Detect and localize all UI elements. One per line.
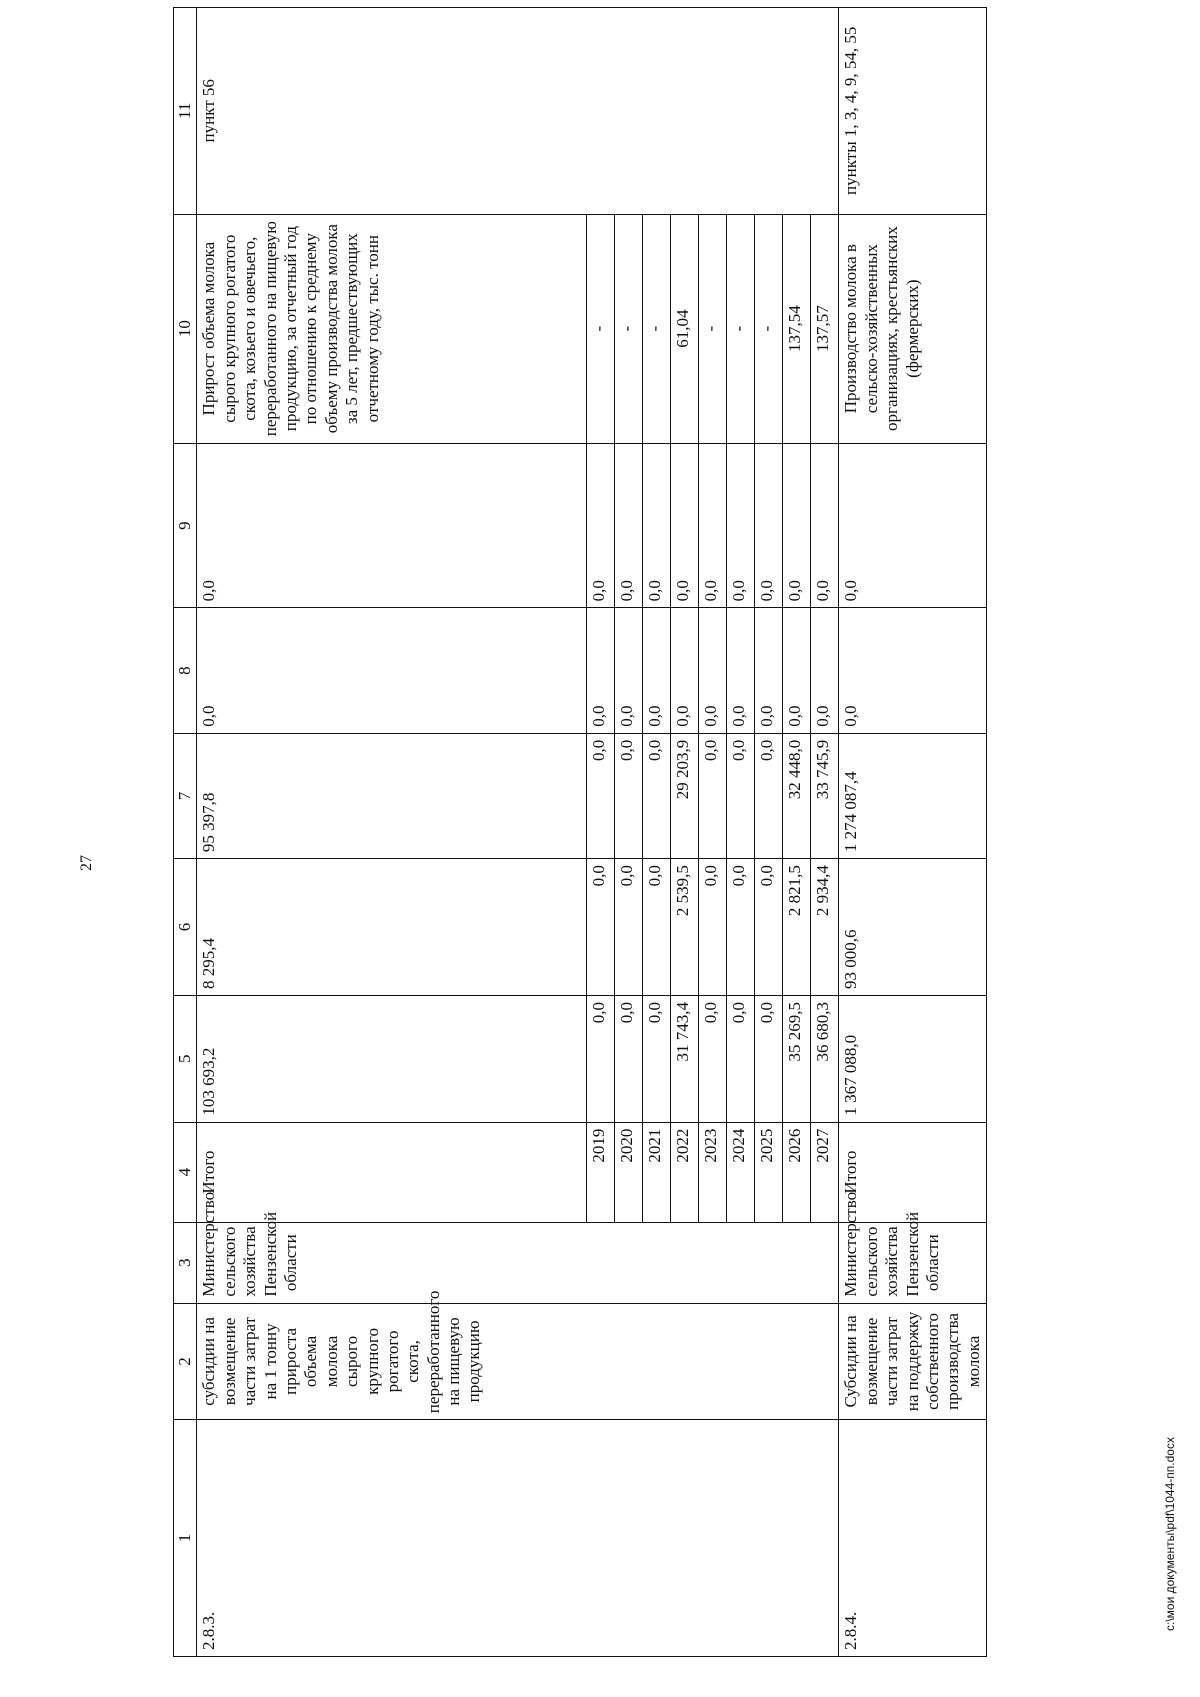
c8-cell: 0,0 [727, 608, 755, 733]
c6-cell: 0,0 [699, 859, 727, 996]
header-cell-9: 9 [174, 443, 197, 608]
c9-cell: 0,0 [699, 443, 727, 608]
reference-text: пункт 56 [197, 8, 839, 215]
c6-cell: 0,0 [643, 859, 671, 996]
c9-cell: 0,0 [671, 443, 699, 608]
c8-cell: 0,0 [671, 608, 699, 733]
year-cell: 2026 [783, 1122, 811, 1222]
c9-cell: 0,0 [643, 443, 671, 608]
c8-cell: 0,0 [587, 608, 615, 733]
year-cell: 2022 [671, 1122, 699, 1222]
c10-cell: - [643, 214, 671, 443]
header-cell-8: 8 [174, 608, 197, 733]
total-c9: 0,0 [839, 443, 987, 608]
total-label: Итого [197, 1122, 587, 1222]
c8-cell: 0,0 [755, 608, 783, 733]
c9-cell: 0,0 [755, 443, 783, 608]
indicator-text: Прирост объема молока сырого крупного рогатого скота, козьего и овечьего, переработанного на пищевую продукцию, за отчетный год по отношению к среднему объему производства молока за 5 лет, предшествующих отчетному году, тыс. тонн [197, 214, 587, 443]
total-c7: 1 274 087,4 [839, 733, 987, 858]
c10-cell: - [727, 214, 755, 443]
total-label: Итого [839, 1122, 987, 1222]
c6-cell: 0,0 [727, 859, 755, 996]
year-cell: 2019 [587, 1122, 615, 1222]
c7-cell: 0,0 [755, 733, 783, 858]
header-cell-7: 7 [174, 733, 197, 858]
total-c5: 103 693,2 [197, 995, 587, 1122]
c7-cell: 0,0 [699, 733, 727, 858]
c10-cell: 137,54 [783, 214, 811, 443]
indicator-text: Производство молока в сельско-хозяйственных организациях, крестьянских (фермерских) [839, 214, 987, 443]
c10-cell: - [755, 214, 783, 443]
column-numbers-row [174, 8, 197, 1657]
program-table [173, 7, 987, 1657]
c7-cell: 33 745,9 [811, 733, 839, 858]
total-c8: 0,0 [839, 608, 987, 733]
header-cell-5: 5 [174, 995, 197, 1122]
c9-cell: 0,0 [811, 443, 839, 608]
item-name: субсидии на возмещение части затрат на 1 тонну прироста объема молока сырого крупного рогатого скота, переработанного на пищевую продукцию [197, 1303, 839, 1420]
table-row [839, 8, 987, 1657]
year-cell: 2023 [699, 1122, 727, 1222]
reference-text: пункты 1, 3, 4, 9, 54, 55 [839, 8, 987, 215]
c6-cell: 2 934,4 [811, 859, 839, 996]
c6-cell: 2 821,5 [783, 859, 811, 996]
total-c9: 0,0 [197, 443, 587, 608]
header-cell-1: 1 [174, 1420, 197, 1657]
year-cell: 2020 [615, 1122, 643, 1222]
c5-cell: 0,0 [643, 995, 671, 1122]
c5-cell: 0,0 [587, 995, 615, 1122]
c10-cell: - [615, 214, 643, 443]
c10-cell: 137,57 [811, 214, 839, 443]
header-cell-11: 11 [174, 8, 197, 215]
item-executor: Министерство сельского хозяйства Пензенской области [197, 1222, 839, 1303]
c8-cell: 0,0 [643, 608, 671, 733]
c5-cell: 31 743,4 [671, 995, 699, 1122]
table-row [197, 8, 587, 1657]
total-c7: 95 397,8 [197, 733, 587, 858]
year-cell: 2025 [755, 1122, 783, 1222]
c5-cell: 0,0 [755, 995, 783, 1122]
c9-cell: 0,0 [587, 443, 615, 608]
year-cell: 2021 [643, 1122, 671, 1222]
c9-cell: 0,0 [615, 443, 643, 608]
c5-cell: 35 269,5 [783, 995, 811, 1122]
total-c5: 1 367 088,0 [839, 995, 987, 1122]
c7-cell: 0,0 [727, 733, 755, 858]
c6-cell: 0,0 [615, 859, 643, 996]
c6-cell: 0,0 [755, 859, 783, 996]
total-c6: 93 000,6 [839, 859, 987, 996]
c7-cell: 0,0 [615, 733, 643, 858]
c5-cell: 0,0 [727, 995, 755, 1122]
c6-cell: 0,0 [587, 859, 615, 996]
c7-cell: 0,0 [587, 733, 615, 858]
item-name: Субсидии на возмещение части затрат на поддержку собственного производства молока [839, 1303, 987, 1420]
c7-cell: 29 203,9 [671, 733, 699, 858]
c5-cell: 36 680,3 [811, 995, 839, 1122]
header-cell-10: 10 [174, 214, 197, 443]
header-cell-4: 4 [174, 1122, 197, 1222]
header-cell-6: 6 [174, 859, 197, 996]
c5-cell: 0,0 [615, 995, 643, 1122]
c9-cell: 0,0 [727, 443, 755, 608]
year-cell: 2024 [727, 1122, 755, 1222]
item-number: 2.8.3. [197, 1420, 839, 1657]
c7-cell: 32 448,0 [783, 733, 811, 858]
c8-cell: 0,0 [615, 608, 643, 733]
c8-cell: 0,0 [699, 608, 727, 733]
total-c8: 0,0 [197, 608, 587, 733]
footer-file-path: c:\мои документы\pdf\1044-пп.docx [1163, 1437, 1177, 1631]
page-number: 27 [78, 855, 95, 871]
c5-cell: 0,0 [699, 995, 727, 1122]
item-number: 2.8.4. [839, 1420, 987, 1657]
c6-cell: 2 539,5 [671, 859, 699, 996]
c10-cell: - [699, 214, 727, 443]
item-executor: Министерство сельского хозяйства Пензенской области [839, 1222, 987, 1303]
c10-cell: 61,04 [671, 214, 699, 443]
c8-cell: 0,0 [811, 608, 839, 733]
c8-cell: 0,0 [783, 608, 811, 733]
header-cell-2: 2 [174, 1303, 197, 1420]
c7-cell: 0,0 [643, 733, 671, 858]
header-cell-3: 3 [174, 1222, 197, 1303]
year-cell: 2027 [811, 1122, 839, 1222]
c10-cell: - [587, 214, 615, 443]
total-c6: 8 295,4 [197, 859, 587, 996]
c9-cell: 0,0 [783, 443, 811, 608]
